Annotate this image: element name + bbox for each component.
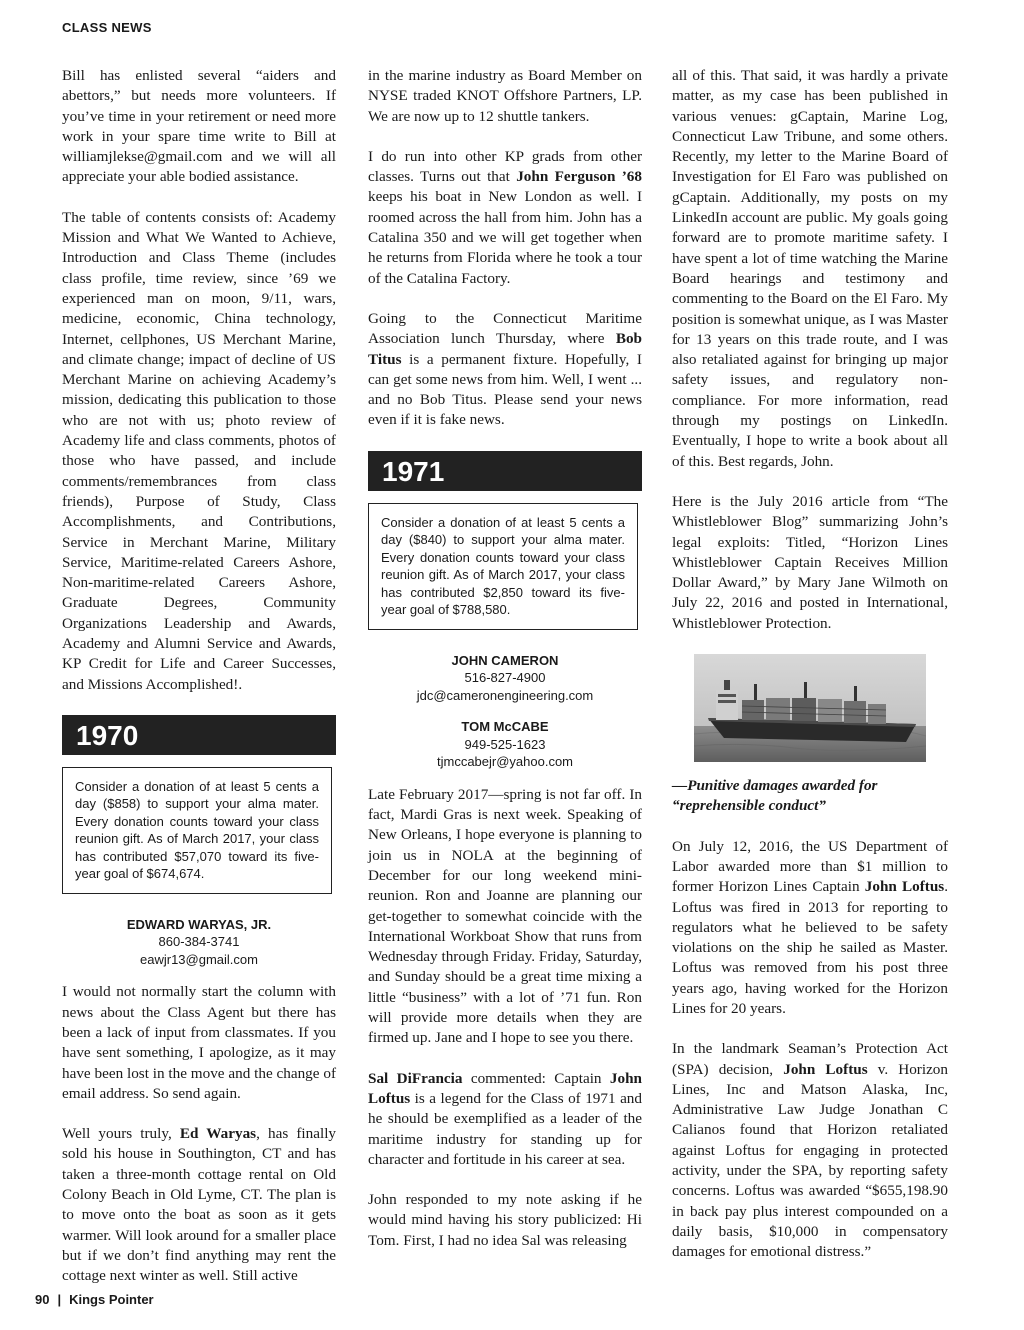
contact-phone: 516-827-4900 <box>464 670 546 686</box>
contact-phone: 949-525-1623 <box>464 736 546 752</box>
paragraph: Late February 2017—spring is not far off. In fact, Mardi Gras is next week. Speaking of New Orleans, I hope everyone is planning to join us in NOLA at the beginning of December for our long weekend mini-reunion. Ron and Joanne are planning our get-together to somewhat coincide with the International Workboat Show that runs from Wednesday through Friday. Friday, Saturday, and Sunday should be a great time mixing a little “business” with a lot of ’71 fun. Ron will provide more details when they are firmed up. Jane and I hope to see you there. <box>368 785 642 1047</box>
person-name: John Loftus <box>864 878 945 896</box>
contact-name: JOHN CAMERON <box>451 652 559 668</box>
class-agent-contact <box>368 718 642 771</box>
column-2 <box>368 66 642 1271</box>
person-name: John Ferguson ’68 <box>516 168 642 186</box>
footer-separator: | <box>57 1292 62 1307</box>
paragraph: Here is the July 2016 article from “The Whistleblower Blog” summarizing John’s legal exploits: Titled, “Horizon Lines Whistleblower Captain Receives Million Dollar Award,” by Mary Jane Wilmoth on July 22, 2016 and posted in International, Whistleblower Protection. <box>672 492 948 632</box>
person-name: Sal DiFrancia <box>368 1069 463 1087</box>
page-footer <box>35 1292 154 1307</box>
paragraph: On July 12, 2016, the US Department of Labor awarded more than $1 million to former Horizon Lines Captain John Loftus. Loftus was fired in 2013 for reporting to regulators what he believed to be safety violations on the ship he sailed as Master. Loftus was removed from his post three years ago, having worked for the Horizon Lines for 20 years. <box>672 837 948 1017</box>
paragraph: Sal DiFrancia commented: Captain John Loftus is a legend for the Class of 1971 and he should be exemplified as a leader of the maritime industry for standing up for character and fortitude in his career at sea. <box>368 1069 643 1168</box>
person-name: Bob Titus <box>368 330 642 368</box>
class-year-bar-1970: 1970 <box>62 715 336 755</box>
contact-email[interactable]: tjmccabejr@yahoo.com <box>436 754 574 770</box>
paragraph: all of this. That said, it was hardly a private matter, as my case has been published in various venues: gCaptain, Marine Log, Connecticut Law Tribune, and some others. Recently, my letter to the Marine Board of Investigation for El Faro was published on gCaptain. Additionally, my posts on my LinkedIn account are public. My goals going forward are to promote maritime safety. I have spent a lot of time watching the Marine Board hearings and testimony and commenting to the Board on the El Faro. My position is somewhat unique, as I was Master for 13 years on this trade route, and I was also retaliated against for bringing up major safety issues, and regulatory non-compliance. For more information, read through my postings on LinkedIn. Eventually, I hope to write a book about all of this. Best regards, John. <box>672 67 948 470</box>
class-year-bar-1971: 1971 <box>368 451 642 491</box>
paragraph: The table of contents consists of: Academy Mission and What We Wanted to Achieve, Introduction and Class Theme (includes class profile, time review, since ’69 we experienced man on moon, 9/11, wars, medicine, economic, China technology, Internet, cellphones, US Merchant Marine, and climate change; impact of decline of US Merchant Marine on achieving Academy’s mission, dedicating this publication to those who are not with us; photo review of Academy life and class comments, photos of those who have passed, and include comments/remembrances from class friends), Purpose of Study, Class Accomplishments, and Contributions, Service in Merchant Marine, Military Service, Maritime-related Careers Ashore, Non-maritime-related Careers Ashore, Graduate Degrees, Community Organizations Leadership and Awards, Academy and Alumni Service and Awards, KP Credit for Life and Career Successes, and Missions Accomplished!. <box>62 208 336 693</box>
person-name: Ed Waryas <box>179 1125 257 1143</box>
paragraph: In the landmark Seaman’s Protection Act (SPA) decision, John Loftus v. Horizon Lines, Inc and Matson Alaska, Inc, Administrative Law Judge Jonathan C Calianos found that Horizon retaliated against Loftus for engaging in protected activity, under the SPA, by reporting safety concerns. Loftus was awarded “$655,198.90 in back pay plus interest compounded on a daily basis, $10,000 in compensatory damages for emotional distress.” <box>672 1040 948 1261</box>
publication-name: Kings Pointer <box>69 1292 154 1307</box>
donation-box: Consider a donation of at least 5 cents a day ($840) to support your alma mater. Every donation counts toward your class reunion gift. As of March 2017, your class has contributed $2,850 toward its five-year goal of $788,580. <box>368 503 638 630</box>
column-1 <box>62 66 336 1307</box>
person-name: John Loftus <box>368 1069 643 1107</box>
donation-box: Consider a donation of at least 5 cents a day ($858) to support your alma mater. Every donation counts toward your class reunion gift. As of March 2017, your class has contributed $57,070 toward its five-year goal of $674,674. <box>62 767 332 894</box>
paragraph: John responded to my note asking if he would mind having his story publicized: Hi Tom. First, I had no idea Sal was releasing <box>368 1191 642 1249</box>
column-3 <box>672 66 948 1283</box>
contact-email[interactable]: jdc@cameronengineering.com <box>416 687 594 703</box>
paragraph: I would not normally start the column with news about the Class Agent but there has been a lack of input from classmates. If you have sent something, I apologize, as it may have been lost in the move and the change of email address. So send again. <box>62 983 336 1102</box>
person-name: John Loftus <box>783 1060 868 1078</box>
contact-name: EDWARD WARYAS, JR. <box>126 916 272 932</box>
page-number: 90 <box>35 1292 50 1307</box>
section-header: CLASS NEWS <box>62 20 152 35</box>
photo-caption: —Punitive damages awarded for “reprehensible conduct” <box>672 777 878 815</box>
cargo-ship-photo <box>694 654 926 762</box>
paragraph: I do run into other KP grads from other classes. Turns out that John Ferguson ’68 keeps his boat in New London as well. I roomed across the hall from him. John has a Catalina 350 and we will get together when he returns from Florida where he took a tour of the Catalina Factory. <box>368 147 642 287</box>
contact-email[interactable]: eawjr13@gmail.com <box>140 951 258 967</box>
paragraph: in the marine industry as Board Member on NYSE traded KNOT Offshore Partners, LP. We are now up to 12 shuttle tankers. <box>368 67 642 125</box>
contact-name: TOM McCABE <box>461 719 549 735</box>
paragraph: Well yours truly, Ed Waryas, has finally sold his house in Southington, CT and has taken a three-month cottage rental on Old Colony Beach in Old Lyme, CT. The plan is to move onto the boat as soon as it gets warmer. Will look around for a smaller place but if we don’t find anything may rent the cottage next winter as well. Still active <box>62 1125 337 1285</box>
contact-phone: 860-384-3741 <box>158 934 240 950</box>
class-agent-contact <box>62 916 336 969</box>
class-agent-contact <box>368 652 642 705</box>
paragraph: Going to the Connecticut Maritime Association lunch Thursday, where Bob Titus is a permanent fixture. Hopefully, I can get some news from him. Well, I went ... and no Bob Titus. Please send your news even if it is fake news. <box>368 309 642 429</box>
paragraph: Bill has enlisted several “aiders and abettors,” but needs more volunteers. If you’ve time in your retirement or need more work in your spare time write to Bill at williamjlekse@gmail.com and we will all appreciate your able bodied assistance. <box>62 67 336 186</box>
